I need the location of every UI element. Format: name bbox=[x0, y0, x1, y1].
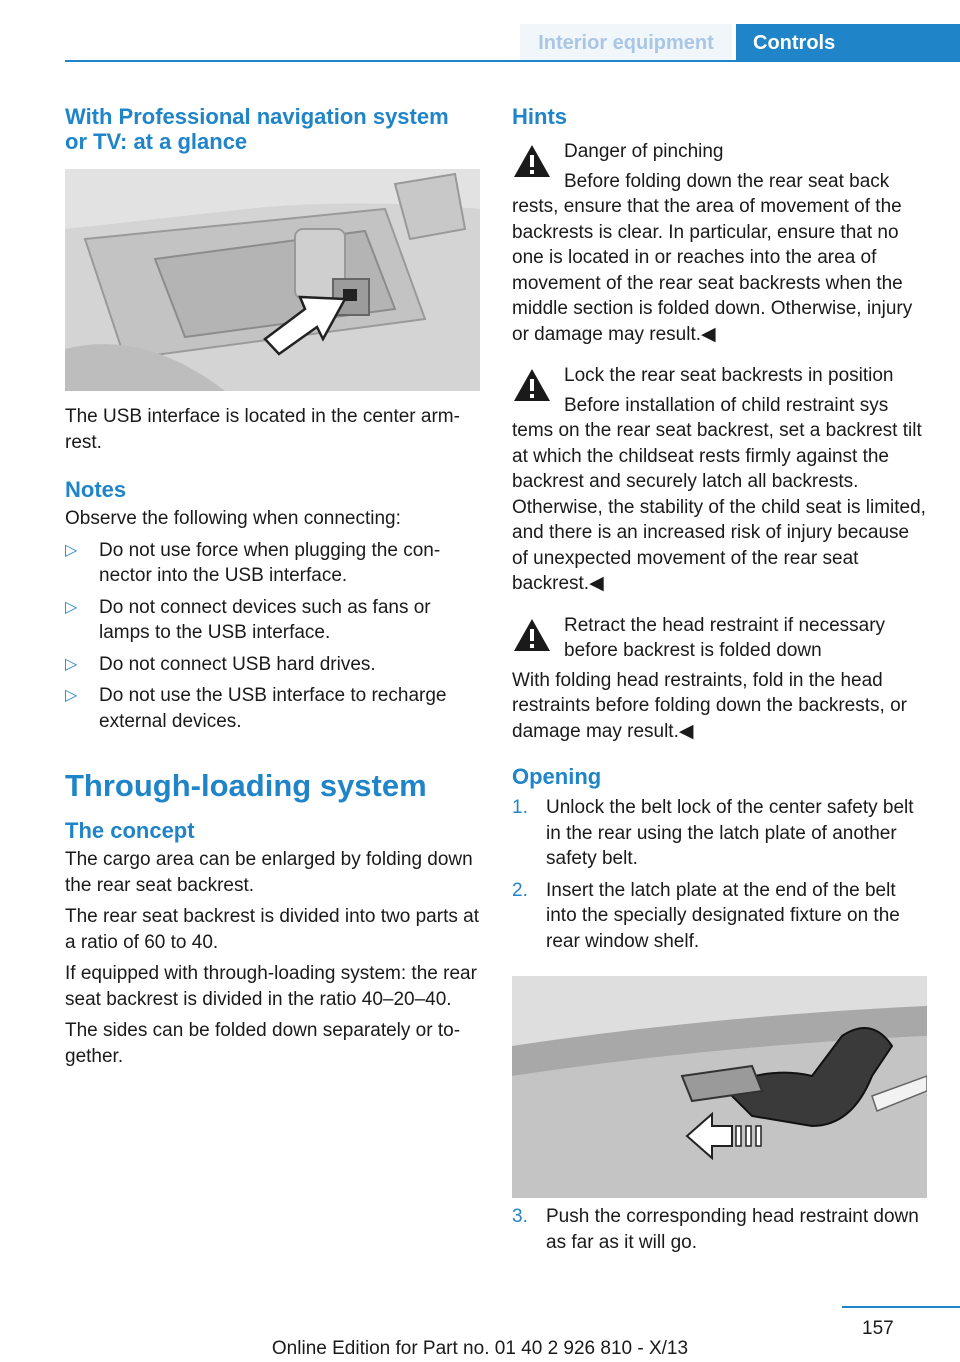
note-text: Do not use the USB interface to recharge external devices. bbox=[99, 685, 447, 732]
warning-triangle-icon bbox=[512, 617, 552, 653]
latch-plate-photo bbox=[512, 976, 927, 1198]
header-chapter-tab: Controls bbox=[736, 24, 960, 62]
warning-title: Lock the rear seat backrests in position bbox=[564, 365, 894, 386]
left-column bbox=[65, 104, 480, 1069]
concept-paragraph: The cargo area can be enlarged by folding down the rear seat backrest. bbox=[65, 849, 473, 896]
usb-heading: With Professional navigation system or TV: at a glance bbox=[65, 104, 449, 154]
note-text: Do not connect USB hard drives. bbox=[99, 653, 376, 675]
list-item bbox=[65, 595, 480, 646]
page-number: 157 bbox=[862, 1318, 894, 1339]
warning-triangle-icon bbox=[512, 143, 552, 179]
warning-first-line: Before folding down the rear seat back bbox=[564, 170, 890, 192]
page-number-rule bbox=[842, 1306, 960, 1308]
warning-triangle-icon bbox=[512, 367, 552, 403]
edition-footer: Online Edition for Part no. 01 40 2 926 810 - X/13 bbox=[271, 1338, 689, 1359]
header-rule bbox=[65, 60, 960, 62]
opening-steps bbox=[512, 795, 927, 954]
bullet-marker: ▷ bbox=[65, 541, 78, 559]
warning-body: tems on the rear seat backrest, set a backrest tilt at which the childseat rests firmly against the backrest and securely latch all backrests. Otherwise, the stability of the child seat is limited, and there is an increased risk of injury because of unexpected movement of the rear seat backrest.◀ bbox=[512, 420, 926, 594]
warning-title: Danger of pinching bbox=[564, 141, 724, 162]
section-title: Through-loading system bbox=[65, 768, 427, 803]
step-text: Unlock the belt lock of the center safety belt in the rear using the latch plate of another safety belt. bbox=[546, 797, 914, 869]
warning-head-restraint bbox=[512, 613, 927, 745]
list-item bbox=[512, 795, 927, 872]
note-text: Do not connect devices such as fans or lamps to the USB interface. bbox=[99, 596, 431, 643]
step-text: Push the corresponding head restraint down as far as it will go. bbox=[546, 1206, 919, 1253]
list-item bbox=[65, 652, 480, 678]
notes-heading: Notes bbox=[65, 477, 127, 502]
list-item bbox=[512, 878, 927, 955]
notes-intro: Observe the following when connecting: bbox=[65, 508, 401, 529]
note-text: Do not use force when plugging the connector into the USB interface. bbox=[99, 539, 441, 586]
usb-caption: The USB interface is located in the center armrest. bbox=[65, 406, 460, 453]
step-text: Insert the latch plate at the end of the belt into the specially designated fixture on the rear window shelf. bbox=[546, 879, 900, 952]
step-number: 1. bbox=[512, 797, 528, 818]
step-number: 2. bbox=[512, 879, 528, 901]
concept-heading: The concept bbox=[65, 818, 195, 843]
list-item bbox=[65, 538, 480, 589]
opening-steps-continued bbox=[512, 1204, 927, 1255]
list-item bbox=[65, 683, 480, 734]
bullet-marker: ▷ bbox=[65, 598, 78, 616]
warning-first-line: Before installation of child restraint sys bbox=[564, 394, 889, 416]
warning-pinching bbox=[512, 139, 927, 347]
warning-title: Retract the head restraint if necessary before backrest is folded down bbox=[564, 614, 886, 661]
bullet-marker: ▷ bbox=[65, 655, 78, 673]
list-item bbox=[512, 1204, 927, 1255]
header-section-tab: Interior equipment bbox=[520, 24, 732, 62]
concept-paragraph: If equipped with through-loading system: the rear seat backrest is divided in the ratio 40–20–40. bbox=[65, 963, 477, 1010]
opening-heading: Opening bbox=[512, 764, 602, 789]
notes-list bbox=[65, 538, 480, 735]
concept-paragraph: The rear seat backrest is divided into two parts at a ratio of 60 to 40. bbox=[65, 906, 479, 953]
step-number: 3. bbox=[512, 1206, 528, 1227]
usb-console-photo bbox=[65, 169, 480, 391]
warning-body: rests, ensure that the area of movement of the backrests is clear. In particular, ensure that no one is located in or reaches into the area of movement of the rear seat backrests when the middle section is folded down. Otherwise, injury or damage may result.◀ bbox=[512, 196, 913, 345]
warning-body: With folding head restraints, fold in the head restraints before folding down the backrests, or damage may result.◀ bbox=[512, 669, 907, 742]
bullet-marker: ▷ bbox=[65, 687, 78, 704]
warning-lock-backrests bbox=[512, 363, 927, 597]
concept-paragraph: The sides can be folded down separately or together. bbox=[65, 1020, 461, 1067]
right-column bbox=[512, 104, 927, 1255]
hints-heading: Hints bbox=[512, 104, 567, 129]
